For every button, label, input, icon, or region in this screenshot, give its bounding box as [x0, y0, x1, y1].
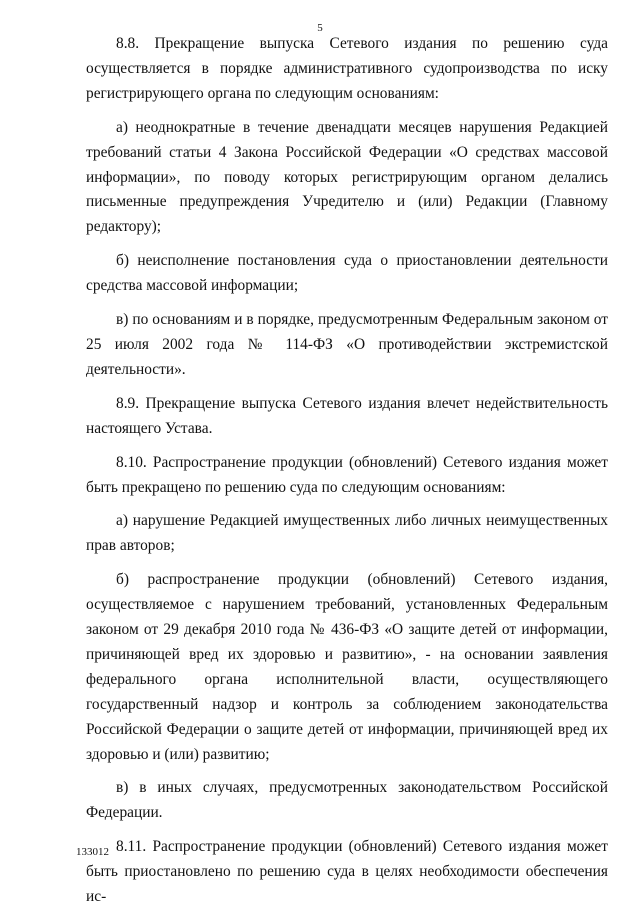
- footer-code: 133012: [76, 846, 109, 858]
- paragraph-8-10: 8.10. Распространение продукции (обновлений) Сетевого издания может быть прекращено по решению суда по следующим основаниям:: [86, 453, 608, 496]
- document-body: [86, 32, 608, 910]
- paragraph-8-10-b: б) распространение продукции (обновлений) Сетевого издания, осуществляемое с нарушением требований, установленных Федеральным законом от 29 декабря 2010 года № 436-ФЗ «О защите детей от информации, причиняющей вред их здоровью и развитию», - на основании заявления федерального органа исполнительной власти, осуществляющего государственный надзор и контроль за соблюдением законодательства Российской Федерации о защите детей от информации, причиняющей вред их здоровью и (или) развитию;: [86, 571, 608, 763]
- page-number: 5: [317, 22, 323, 34]
- paragraph-8-8-v: в) по основаниям и в порядке, предусмотренным Федеральным законом от 25 июля 2002 года № 114-ФЗ «О противодействии экстремистской деятельности».: [86, 311, 608, 378]
- paragraph-8-8-b: б) неисполнение постановления суда о приостановлении деятельности средства массовой информации;: [86, 252, 608, 295]
- paragraph-8-10-v: в) в иных случаях, предусмотренных законодательством Российской Федерации.: [86, 779, 608, 822]
- paragraph-8-11: 8.11. Распространение продукции (обновлений) Сетевого издания может быть приостановлено по решению суда в целях необходимости обеспечения ис-: [86, 838, 608, 906]
- paragraph-8-10-a: а) нарушение Редакцией имущественных либо личных неимущественных прав авторов;: [86, 512, 608, 555]
- paragraph-8-9: 8.9. Прекращение выпуска Сетевого издания влечет недействительность настоящего Устава.: [86, 394, 608, 437]
- paragraph-8-8: 8.8. Прекращение выпуска Сетевого издания по решению суда осуществляется в порядке административного судопроизводства по иску регистрирующего органа по следующим основаниям:: [86, 35, 608, 102]
- paragraph-8-8-a: а) неоднократные в течение двенадцати месяцев нарушения Редакцией требований статьи 4 Закона Российской Федерации «О средствах массовой информации», по поводу которых регистрирующим органом делались письменные предупреждения Учредителю и (или) Редакции (Главному редактору);: [86, 118, 608, 236]
